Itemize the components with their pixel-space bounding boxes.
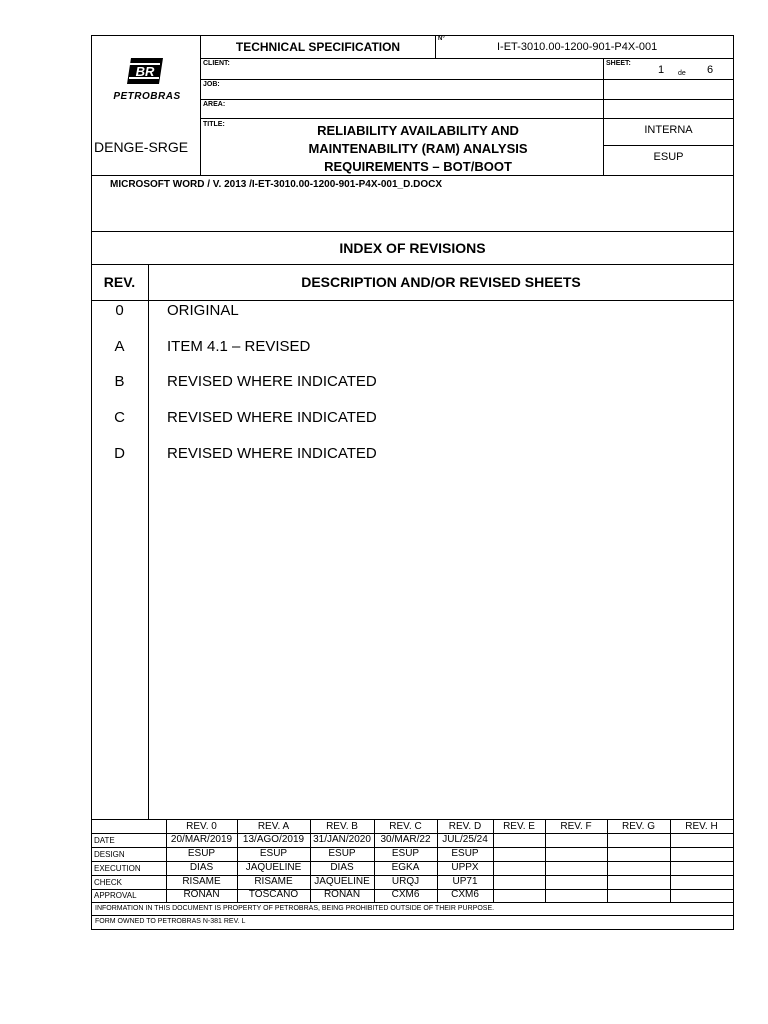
table-cell: RISAME <box>254 876 293 887</box>
table-cell: ESUP <box>328 848 356 859</box>
rev-column-label: REV. G <box>622 821 655 832</box>
table-cell: EGKA <box>391 862 420 873</box>
rev-code: D <box>114 445 125 462</box>
title-line-2: MAINTENABILITY (RAM) ANALYSIS <box>308 141 528 156</box>
organization: ESUP <box>653 151 684 163</box>
frame-top <box>91 35 734 36</box>
rev-column-header: REV. <box>103 274 136 290</box>
table-cell: URQJ <box>391 876 420 887</box>
index-title: INDEX OF REVISIONS <box>339 240 486 256</box>
document-number: I-ET-3010.00-1200-901-P4X-001 <box>497 41 658 53</box>
rev-column-label: REV. 0 <box>186 821 217 832</box>
table-cell: 13/AGO/2019 <box>242 834 305 845</box>
table-cell: RONAN <box>183 889 220 900</box>
table-cell: TOSCANO <box>248 889 299 900</box>
header-logo-divider <box>200 35 201 175</box>
header-line-4 <box>200 118 734 119</box>
desc-column-header: DESCRIPTION AND/OR REVISED SHEETS <box>301 274 581 290</box>
rev-description: REVISED WHERE INDICATED <box>167 445 377 462</box>
row-label-date: DATE <box>94 836 115 845</box>
rev-description: REVISED WHERE INDICATED <box>167 409 377 426</box>
file-info: MICROSOFT WORD / V. 2013 /I-ET-3010.00-1200-901-P4X-001_D.DOCX <box>110 179 442 190</box>
frame-right <box>733 35 734 930</box>
rev-column-label: REV. F <box>560 821 592 832</box>
department-code: DENGE-SRGE <box>94 139 189 155</box>
rev-description: ORIGINAL <box>167 302 239 319</box>
rev-column-divider <box>148 264 149 819</box>
table-cell: 31/JAN/2020 <box>313 834 371 845</box>
logo-text: BR <box>135 64 155 79</box>
header-line-3 <box>200 99 734 100</box>
sheet-total: 6 <box>707 64 714 76</box>
header-line-5 <box>603 145 734 146</box>
rev-column-label: REV. D <box>448 821 482 832</box>
table-cell: UP71 <box>452 876 478 887</box>
rev-description: REVISED WHERE INDICATED <box>167 373 377 390</box>
table-cell: ESUP <box>391 848 420 859</box>
property-notice: INFORMATION IN THIS DOCUMENT IS PROPERTY OF PETROBRAS, BEING PROHIBITED OUTSIDE OF THEIR PURPOSE. <box>95 905 495 912</box>
rev-column-label: REV. B <box>326 821 358 832</box>
table-cell: JAQUELINE <box>314 876 370 887</box>
rev-column-label: REV. C <box>389 821 422 832</box>
table-cell: ESUP <box>187 848 216 859</box>
rev-code: B <box>114 373 125 390</box>
table-cell: 20/MAR/2019 <box>170 834 233 845</box>
job-label: JOB: <box>203 81 220 88</box>
table-cell: RISAME <box>182 876 221 887</box>
table-cell: ESUP <box>259 848 288 859</box>
index-title-line <box>91 264 734 265</box>
sheet-label: SHEET: <box>606 60 631 67</box>
table-cell: 30/MAR/22 <box>380 834 431 845</box>
table-line <box>91 902 734 903</box>
rev-header-line <box>91 300 734 301</box>
rev-column-label: REV. A <box>257 821 290 832</box>
rev-description: ITEM 4.1 – REVISED <box>167 338 311 355</box>
frame-left <box>91 35 92 930</box>
header-line-1 <box>200 58 734 59</box>
rev-code: C <box>114 409 125 426</box>
table-cell: CXM6 <box>451 889 479 900</box>
sheet-de: de <box>678 70 686 77</box>
form-reference: FORM OWNED TO PETROBRAS N-381 REV. L <box>95 918 246 925</box>
br-logo-icon <box>127 58 163 84</box>
table-cell: DIAS <box>330 862 354 873</box>
rev-column-label: REV. H <box>685 821 718 832</box>
table-cell: JUL/25/24 <box>442 834 488 845</box>
document-title <box>230 122 606 176</box>
petrobras-logo <box>127 58 163 84</box>
table-cell: RONAN <box>323 889 361 900</box>
doc-type: TECHNICAL SPECIFICATION <box>235 40 401 54</box>
sheet-current: 1 <box>658 64 665 76</box>
title-line-1: RELIABILITY AVAILABILITY AND <box>317 123 519 138</box>
table-line <box>91 915 734 916</box>
table-cell: UPPX <box>451 862 479 873</box>
table-cell: CXM6 <box>391 889 420 900</box>
row-label-execution: EXECUTION <box>94 864 141 873</box>
rev-code: A <box>114 338 125 355</box>
table-cell: JAQUELINE <box>245 862 302 873</box>
row-label-design: DESIGN <box>94 850 125 859</box>
area-label: AREA: <box>203 101 226 108</box>
frame-bottom <box>91 929 734 930</box>
row-label-approval: APPROVAL <box>94 891 137 900</box>
table-line <box>91 819 734 820</box>
header-line-2 <box>200 79 734 80</box>
table-cell: ESUP <box>451 848 479 859</box>
client-label: CLIENT: <box>203 60 230 67</box>
fileinfo-line <box>91 231 734 232</box>
table-cell: DIAS <box>189 862 214 873</box>
title-line-3: REQUIREMENTS – BOT/BOOT <box>324 159 512 174</box>
rev-code: 0 <box>115 302 124 319</box>
row-label-check: CHECK <box>94 878 123 887</box>
rev-column-label: REV. E <box>503 821 535 832</box>
title-label: TITLE: <box>203 121 225 128</box>
number-label: N° <box>438 36 445 42</box>
company-name: PETROBRAS <box>113 91 181 102</box>
classification: INTERNA <box>644 124 693 136</box>
